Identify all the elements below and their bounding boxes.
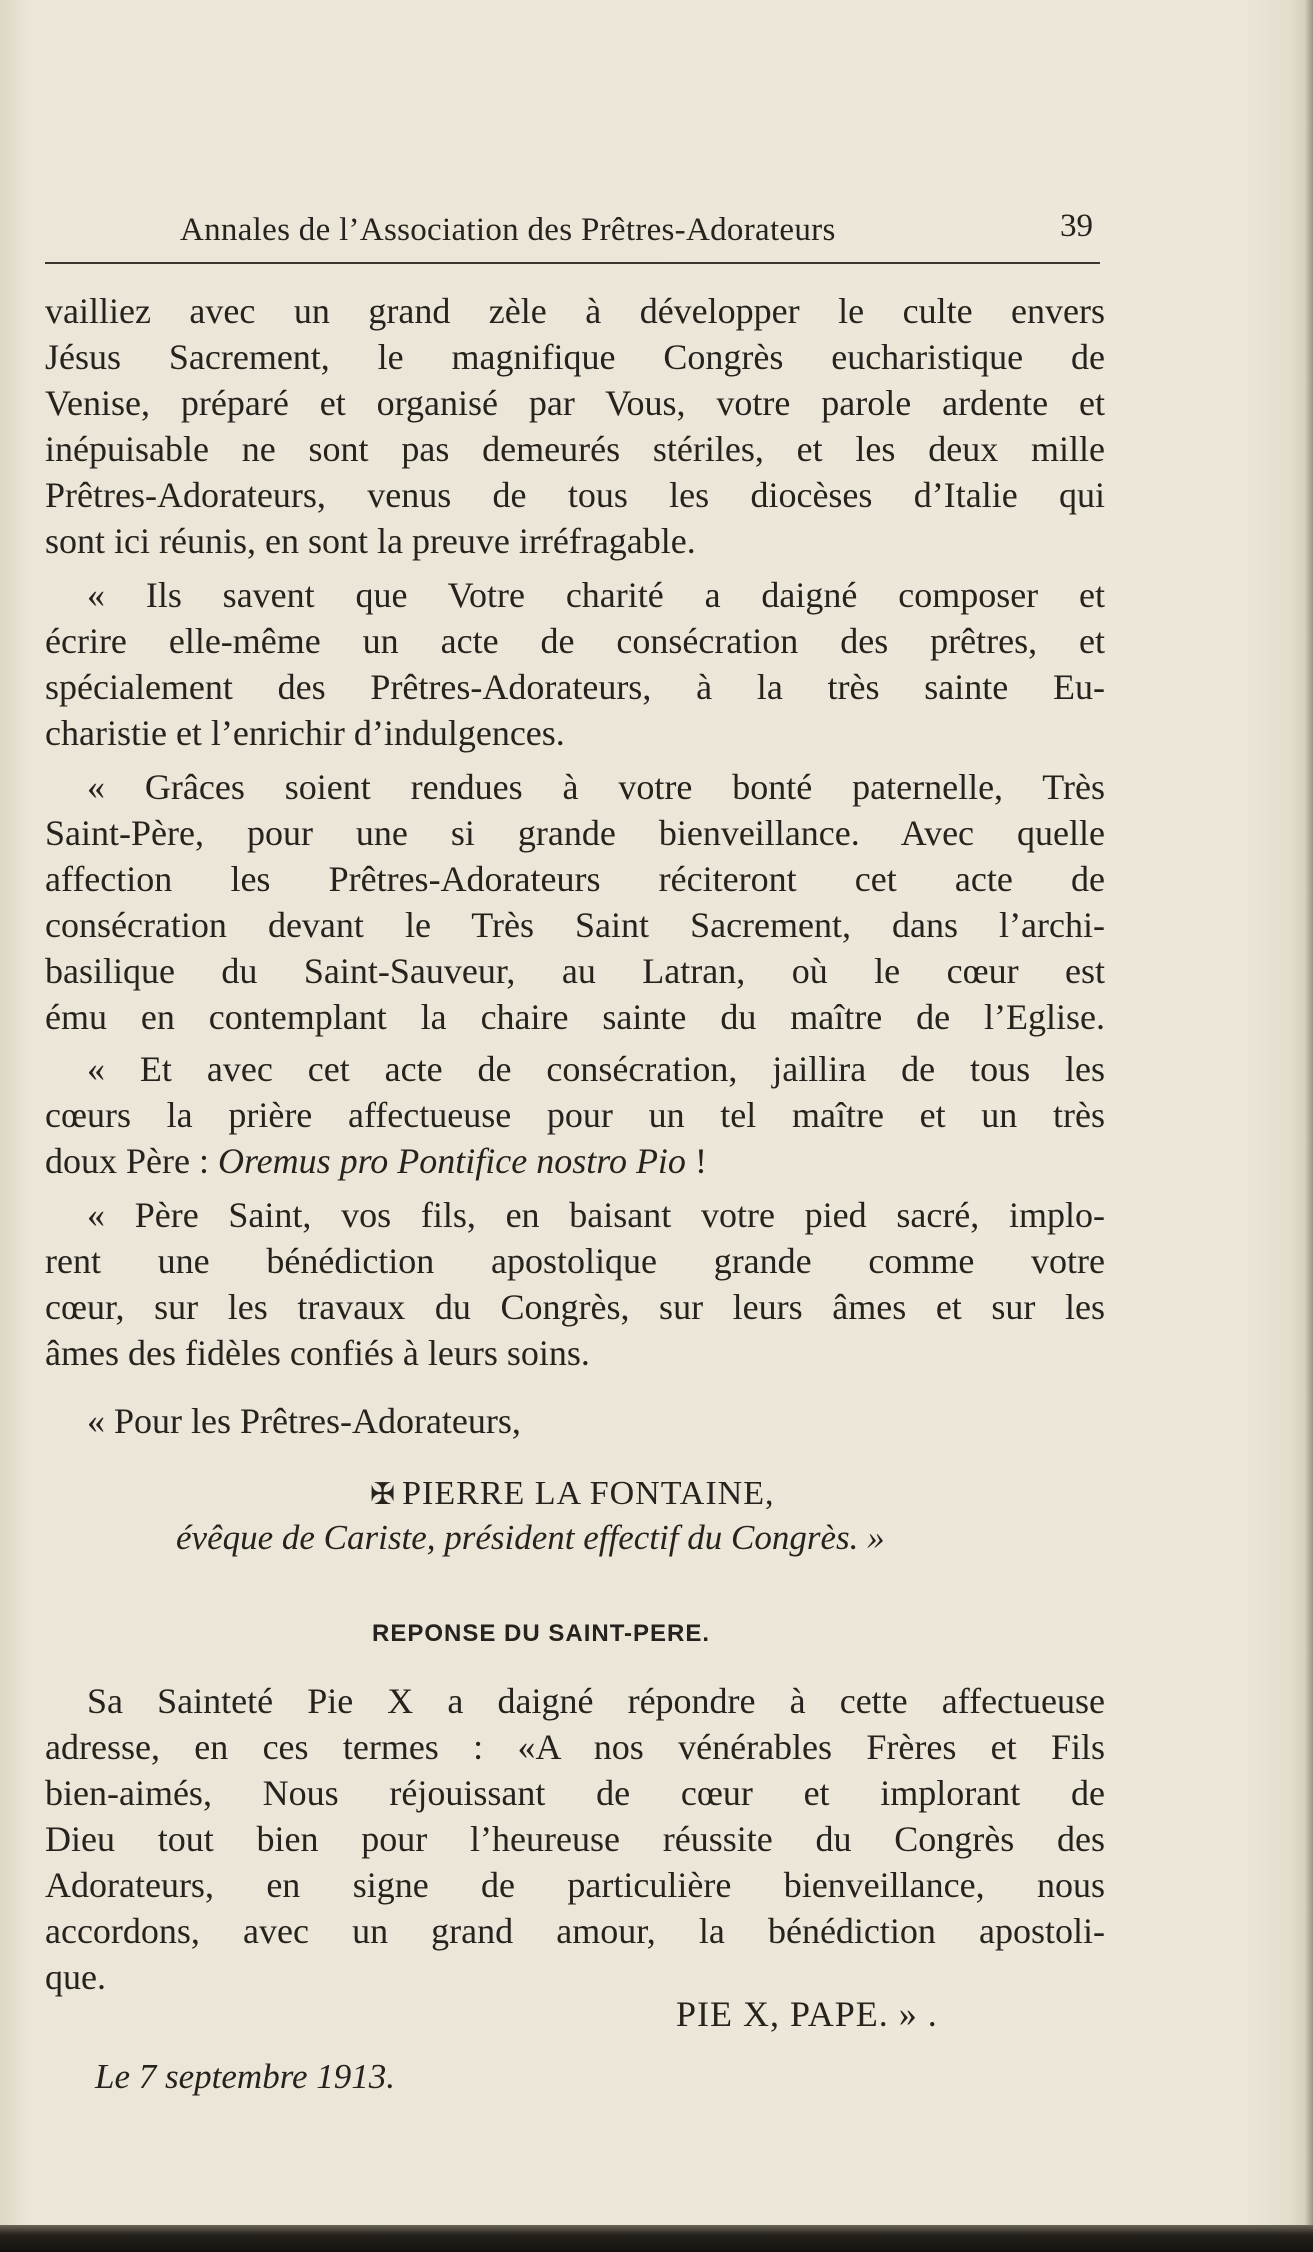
text-line: Adorateurs, en signe de particulière bienveillance, nous bbox=[45, 1865, 1105, 1905]
text-line: « Et avec cet acte de consécration, jaillira de tous les bbox=[87, 1049, 1105, 1089]
text-line: âmes des fidèles confiés à leurs soins. bbox=[45, 1333, 590, 1373]
text-line: accordons, avec un grand amour, la bénédiction apostoli- bbox=[45, 1911, 1105, 1951]
text-line: basilique du Saint-Sauveur, au Latran, où le cœur est bbox=[45, 951, 1105, 991]
text-fragment: doux Père : bbox=[45, 1141, 218, 1181]
text-line: Dieu tout bien pour l’heureuse réussite du Congrès des bbox=[45, 1819, 1105, 1859]
text-line: que. bbox=[45, 1957, 106, 1997]
page-number: 39 bbox=[1060, 208, 1093, 244]
date-line: Le 7 septembre 1913. bbox=[95, 2057, 396, 2096]
paragraph-2 bbox=[45, 572, 1105, 756]
text-line: rent une bénédiction apostolique grande comme votre bbox=[45, 1241, 1105, 1281]
paragraph-3 bbox=[45, 764, 1105, 1040]
text-line: Sa Sainteté Pie X a daigné répondre à cette affectueuse bbox=[87, 1681, 1105, 1721]
text-line: « Père Saint, vos fils, en baisant votre pied sacré, implo- bbox=[87, 1195, 1105, 1235]
pope-signature: PIE X, PAPE. » . bbox=[676, 1994, 938, 2034]
page-edge-shadow bbox=[1305, 0, 1313, 2252]
text-line: « Grâces soient rendues à votre bonté paternelle, Très bbox=[87, 767, 1105, 807]
response-paragraph bbox=[45, 1678, 1105, 2000]
bishop-title: évêque de Cariste, président effectif du Congrès. » bbox=[176, 1518, 885, 1557]
paragraph-5 bbox=[45, 1192, 1105, 1376]
latin-prayer: Oremus pro Pontifice nostro Pio bbox=[217, 1141, 686, 1181]
header-rule bbox=[45, 262, 1100, 264]
text-line: vailliez avec un grand zèle à développer le culte envers bbox=[45, 291, 1105, 331]
text-line: Venise, préparé et organisé par Vous, votre parole ardente et bbox=[45, 383, 1105, 423]
text-line: spécialement des Prêtres-Adorateurs, à la très sainte Eu- bbox=[45, 667, 1105, 707]
running-head: Annales de l’Association des Prêtres-Adorateurs bbox=[180, 212, 836, 248]
text-line bbox=[45, 1138, 1105, 1184]
text-line: « Ils savent que Votre charité a daigné composer et bbox=[87, 575, 1105, 615]
text-fragment: ! bbox=[685, 1141, 707, 1181]
paragraph-4 bbox=[45, 1046, 1105, 1184]
section-heading: REPONSE DU SAINT-PERE. bbox=[372, 1620, 711, 1647]
text-line: affection les Prêtres-Adorateurs réciteront cet acte de bbox=[45, 859, 1105, 899]
text-line: cœur, sur les travaux du Congrès, sur leurs âmes et sur les bbox=[45, 1287, 1105, 1327]
text-line: Saint-Père, pour une si grande bienveillance. Avec quelle bbox=[45, 813, 1105, 853]
text-line: inépuisable ne sont pas demeurés stériles, et les deux mille bbox=[45, 429, 1105, 469]
text-line: ému en contemplant la chaire sainte du maître de l’Eglise. bbox=[45, 997, 1105, 1037]
text-line: bien-aimés, Nous réjouissant de cœur et implorant de bbox=[45, 1773, 1105, 1813]
text-line: « Pour les Prêtres-Adorateurs, bbox=[87, 1401, 521, 1441]
paragraph-6 bbox=[45, 1398, 1105, 1444]
text-line: Prêtres-Adorateurs, venus de tous les diocèses d’Italie qui bbox=[45, 475, 1105, 515]
text-line: adresse, en ces termes : «A nos vénérables Frères et Fils bbox=[45, 1727, 1105, 1767]
page-bottom-edge bbox=[0, 2225, 1313, 2252]
text-line: Jésus Sacrement, le magnifique Congrès eucharistique de bbox=[45, 337, 1105, 377]
paragraph-1 bbox=[45, 288, 1105, 564]
text-line: sont ici réunis, en sont la preuve irréfragable. bbox=[45, 521, 696, 561]
text-line: charistie et l’enrichir d’indulgences. bbox=[45, 713, 565, 753]
text-line: écrire elle-même un acte de consécration des prêtres, et bbox=[45, 621, 1105, 661]
bishop-signature bbox=[370, 1475, 774, 1513]
bishop-name: PIERRE LA FONTAINE, bbox=[402, 1475, 775, 1512]
text-line: cœurs la prière affectueuse pour un tel maître et un très bbox=[45, 1095, 1105, 1135]
text-line: consécration devant le Très Saint Sacrement, dans l’archi- bbox=[45, 905, 1105, 945]
cross-icon: ✠ bbox=[370, 1478, 397, 1511]
